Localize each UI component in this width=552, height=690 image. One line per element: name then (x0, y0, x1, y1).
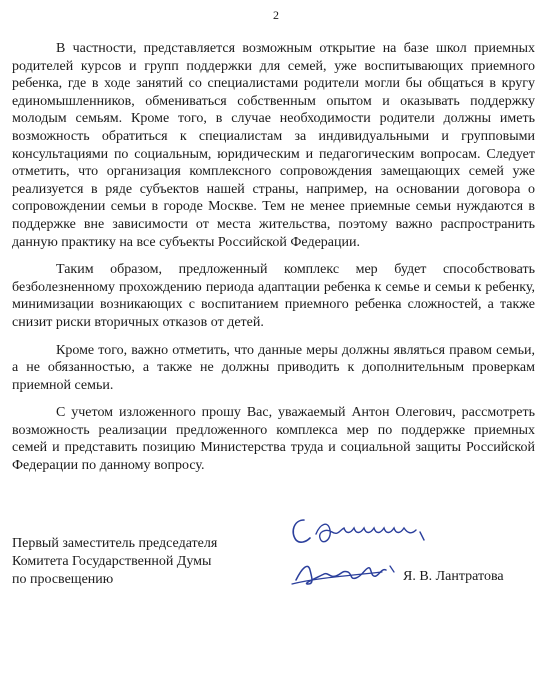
position-line: Первый заместитель председателя (12, 536, 218, 551)
signatory-position (12, 535, 217, 589)
handwritten-signature (286, 548, 401, 594)
handwritten-greeting (286, 510, 436, 552)
signatory-name: Я. В. Лантратова (403, 569, 504, 584)
position-line: Комитета Государственной Думы (12, 554, 212, 569)
letter-body (12, 40, 535, 485)
paragraph: Кроме того, важно отметить, что данные меры должны являться правом семьи, а не обязанностью, а также не должны приводить к дополнительным проверкам приемной семьи. (12, 342, 535, 393)
paragraph: В частности, представляется возможным открытие на базе школ приемных родителей курсов и групп поддержки для семей, уже воспитывающих приемного ребенка, где в ходе занятий со специалистами родители могли бы общаться в кругу единомышленников, обмениваться собственным опытом и оказывать поддержку молодым семьям. Кроме того, в случае необходимости родители должны иметь возможность обратиться к специалистам за индивидуальными и групповыми консультациями по социальным, юридическим и педагогическим вопросам. Следует отметить, что организация комплексного сопровождения замещающих семей уже реализуется в ряде субъектов нашей страны, например, на основании договора о сопровождении семьи в городе Москве. Тем не менее приемные семьи нуждаются в поддержке вне зависимости от места жительства, поэтому важно распространить данную практику на все субъекты Российской Федерации. (12, 41, 535, 250)
paragraph: Таким образом, предложенный комплекс мер будет способствовать безболезненному прохождению периода адаптации ребенка к семье и семьи к ребенку, минимизации возникающих с воспитанием приемного ребенка сложностей, а также снизит риски вторичных отказов от детей. (12, 262, 535, 330)
paragraph: С учетом изложенного прошу Вас, уважаемый Антон Олегович, рассмотреть возможность реализации предложенного комплекса мер по поддержке приемных семей и представить позицию Министерства труда и социальной защиты Российской Федерации по данному вопросу. (12, 405, 535, 474)
position-line: по просвещению (12, 572, 114, 587)
page-number: 2 (273, 8, 279, 22)
